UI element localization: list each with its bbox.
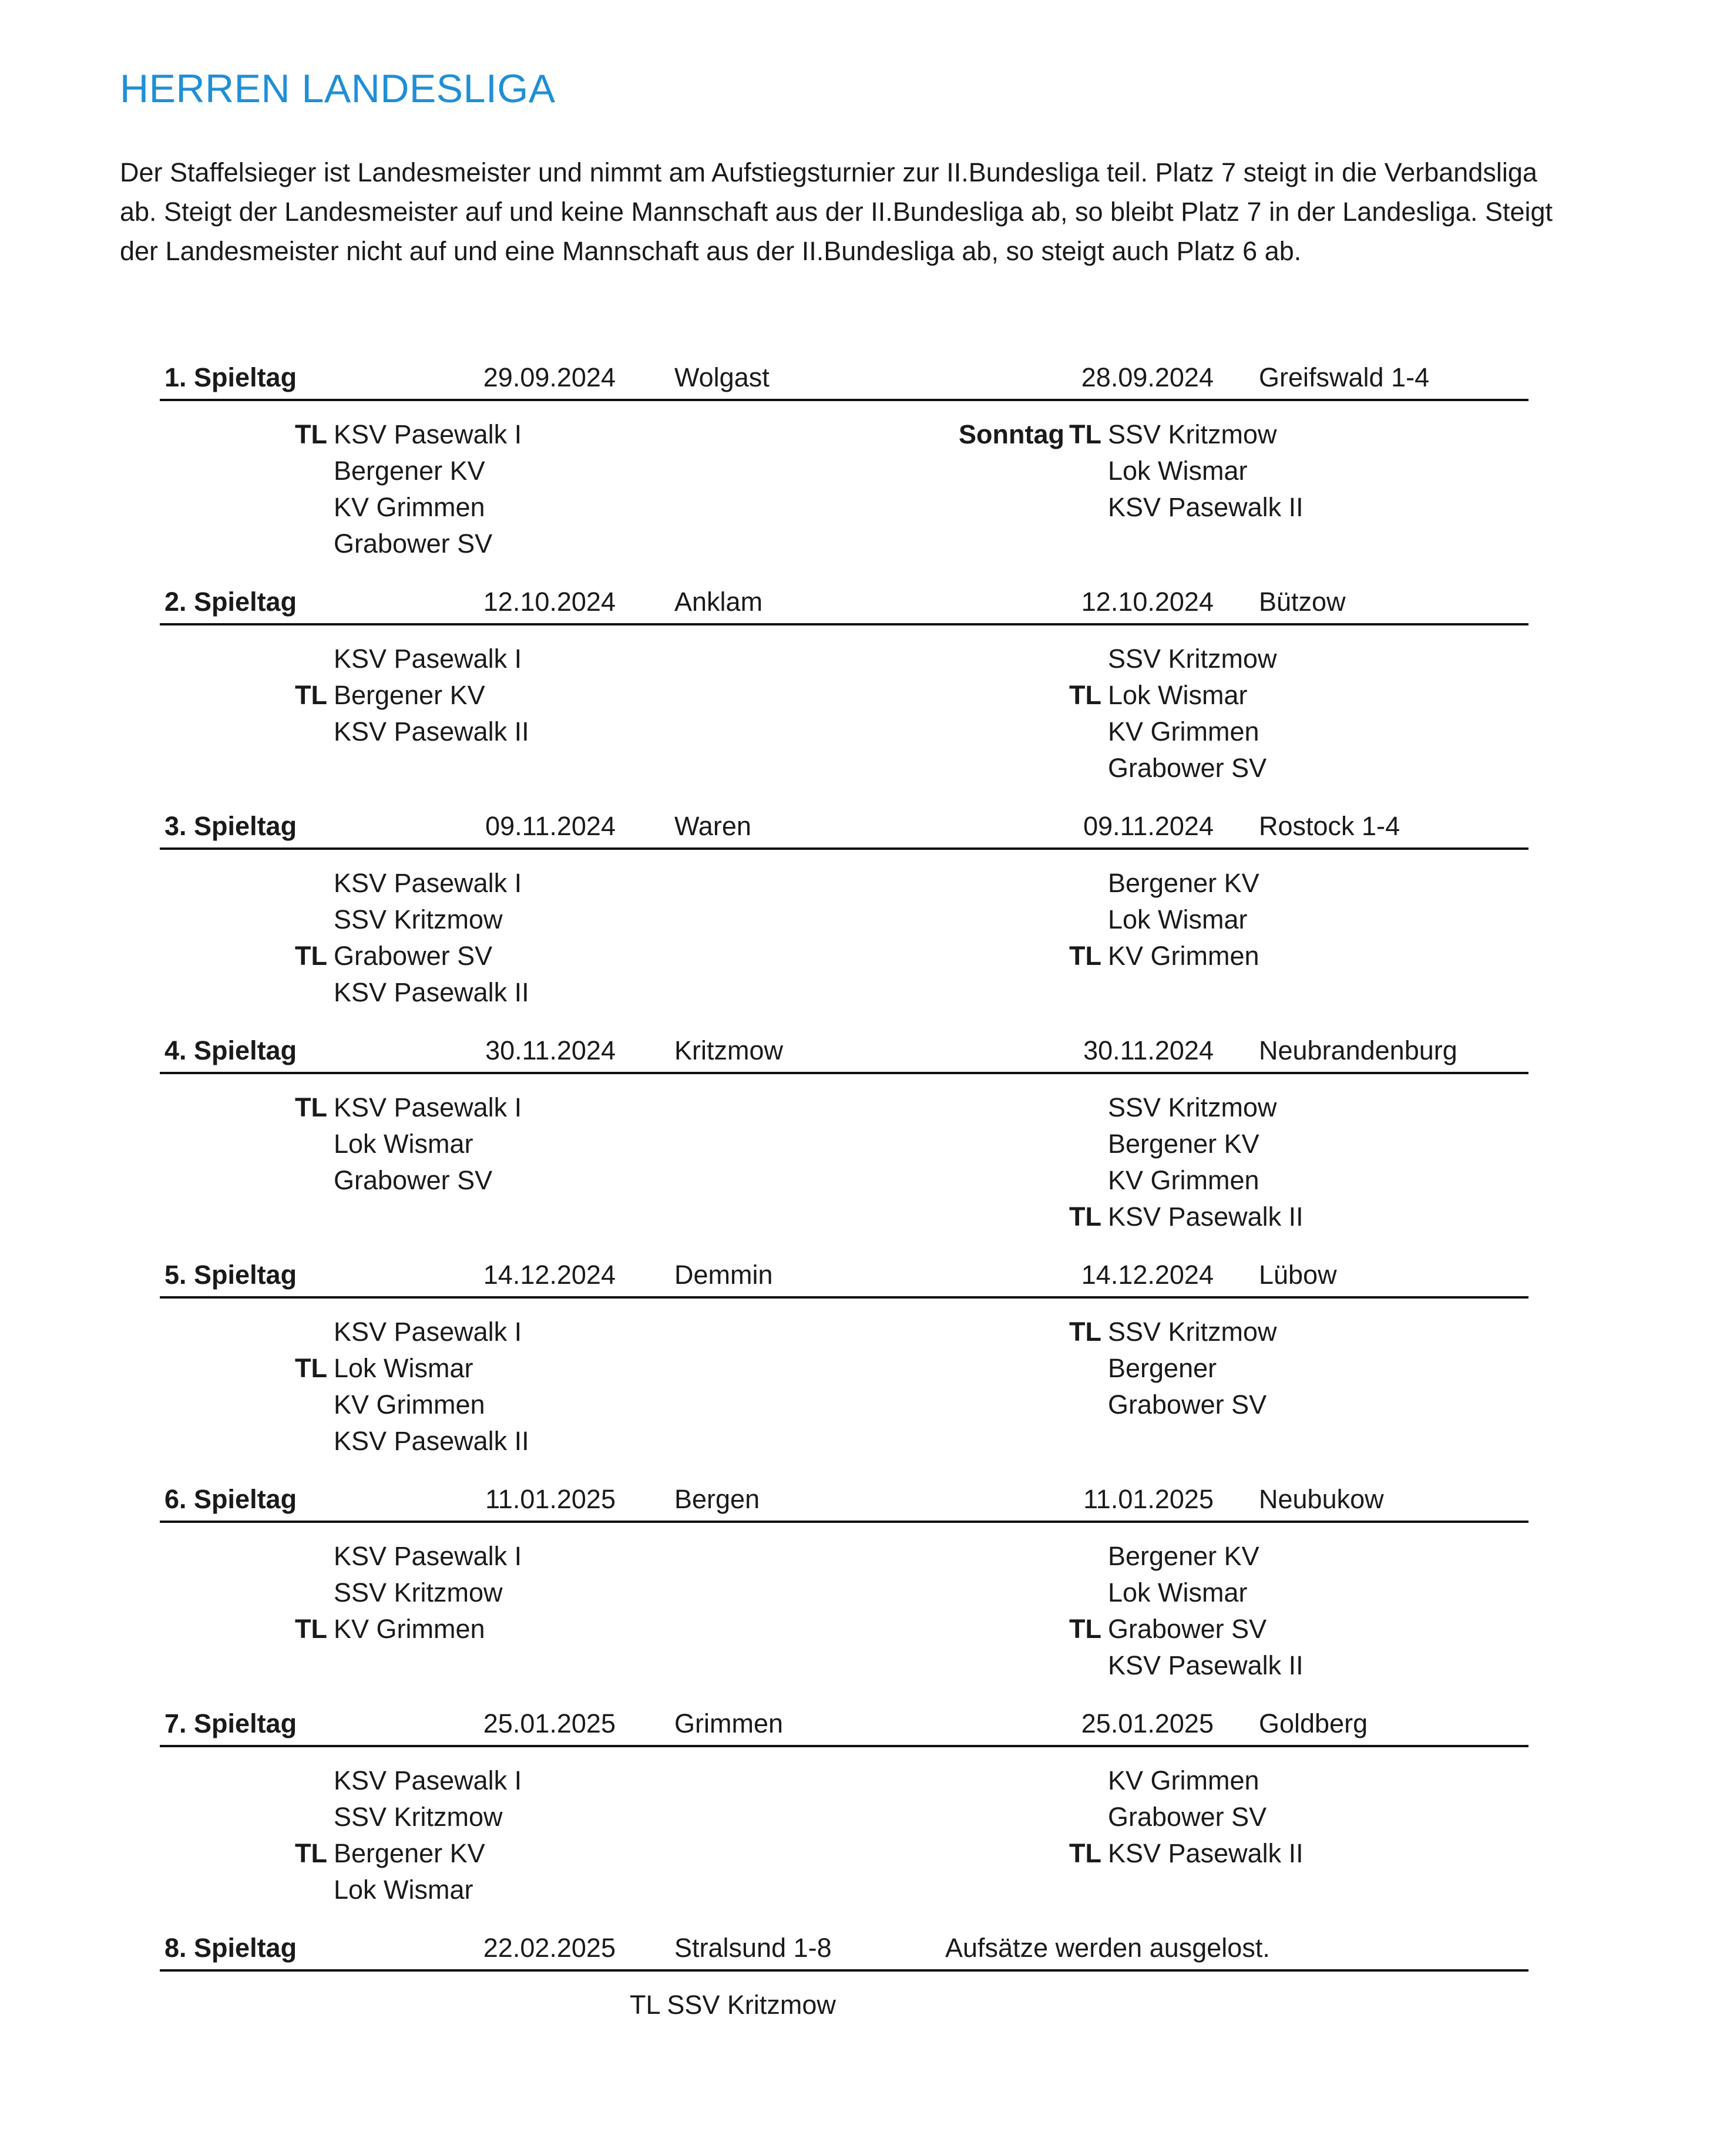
group-1 (160, 1763, 522, 1908)
group-1-location: Bergen (674, 1484, 760, 1514)
group-1-location: Waren (674, 811, 751, 841)
group-2-location: Bützow (1259, 587, 1346, 617)
team-row (160, 677, 512, 714)
tournament-host-marker: TL (295, 680, 327, 710)
group-1-date: 29.09.2024 (483, 362, 616, 392)
matchday-label: 8. Spieltag (164, 1933, 297, 1963)
matchday-header (160, 1483, 1528, 1523)
team-name: SSV Kritzmow (334, 1802, 503, 1832)
matchday-header (160, 1259, 1528, 1299)
matchday-groups (160, 1299, 1528, 1481)
team-name: SSV Kritzmow (334, 1578, 503, 1607)
team-name: KSV Pasewalk I (334, 1317, 522, 1347)
team-name: Grabower SV (334, 1165, 493, 1195)
team-row (771, 1314, 1299, 1350)
team-name: Lok Wismar (334, 1875, 473, 1905)
team-row (771, 1763, 1299, 1799)
team-row (160, 641, 522, 677)
team-name: KSV Pasewalk II (1108, 492, 1304, 522)
group-2-location: Greifswald 1-4 (1259, 362, 1430, 392)
matchday-label: 3. Spieltag (164, 811, 297, 841)
team-row (771, 750, 1299, 786)
team-row (771, 1575, 1299, 1611)
group-1-location: Anklam (674, 587, 763, 617)
weekday-note: Sonntag (959, 419, 1064, 449)
team-row (771, 416, 1299, 453)
group-2 (771, 1538, 1304, 1684)
team-row (771, 489, 1304, 526)
team-name: Lok Wismar (1108, 904, 1248, 934)
team-name: SSV Kritzmow (1108, 1092, 1277, 1122)
team-row (771, 1611, 1299, 1647)
group-2-location: Lübow (1259, 1260, 1337, 1290)
tournament-host-marker: TL (1069, 1838, 1101, 1868)
group-2-location: Neubrandenburg (1259, 1035, 1457, 1065)
matchday-groups (160, 850, 1528, 1032)
group-2-date: 25.01.2025 (1081, 1708, 1214, 1738)
team-name: Bergener KV (1108, 1129, 1259, 1159)
matchday (160, 586, 1528, 810)
team-row (771, 1126, 1299, 1162)
group-1-date: 14.12.2024 (483, 1260, 616, 1290)
team-name: Bergener KV (334, 456, 485, 486)
team-row (160, 1423, 529, 1459)
tournament-host-marker: TL (1069, 941, 1101, 971)
tournament-host-marker: TL (295, 1353, 327, 1383)
team-name: Lok Wismar (1108, 456, 1248, 486)
team-name: SSV Kritzmow (1108, 644, 1277, 674)
tournament-host-marker: TL (295, 419, 327, 449)
team-name: Grabower SV (334, 941, 493, 971)
team-name: SSV Kritzmow (1108, 419, 1277, 449)
group-2 (771, 416, 1304, 526)
team-row (160, 1314, 522, 1350)
matchday-header (160, 1932, 1528, 1972)
team-row (160, 865, 522, 902)
team-row (160, 453, 512, 489)
tournament-host-marker: TL (295, 941, 327, 971)
group-2 (771, 641, 1299, 786)
team-row (160, 714, 529, 750)
team-row (160, 902, 512, 938)
matchday (160, 1259, 1528, 1483)
group-2-location: Neubukow (1259, 1484, 1384, 1514)
team-name: KV Grimmen (1108, 717, 1259, 746)
team-row (771, 1647, 1304, 1684)
group-1-location: Stralsund 1-8 (674, 1933, 832, 1963)
team-name: KV Grimmen (1108, 1765, 1259, 1795)
group-1 (160, 1089, 522, 1199)
team-row (160, 489, 512, 526)
team-name: Grabower SV (1108, 1614, 1267, 1644)
tournament-host-marker: TL (295, 1092, 327, 1122)
team-name: KSV Pasewalk II (1108, 1650, 1304, 1680)
team-name: KSV Pasewalk II (1108, 1202, 1304, 1232)
team-name: KV Grimmen (1108, 1165, 1259, 1195)
team-name: Lok Wismar (334, 1353, 473, 1383)
matchday-groups (160, 625, 1528, 808)
group-1-date: 30.11.2024 (485, 1035, 616, 1065)
team-row (771, 1835, 1304, 1872)
team-name: Bergener KV (1108, 1541, 1259, 1571)
team-name: KSV Pasewalk I (334, 1765, 522, 1795)
team-name: Lok Wismar (1108, 1578, 1248, 1607)
team-row (160, 1350, 512, 1387)
matchday (160, 1932, 1528, 2156)
group-1 (160, 641, 529, 750)
group-2 (771, 1089, 1304, 1235)
team-name: KV Grimmen (334, 492, 485, 522)
team-row (771, 453, 1299, 489)
group-2-date: 12.10.2024 (1081, 587, 1214, 617)
team-row (771, 714, 1299, 750)
matchday (160, 1707, 1528, 1932)
schedule (160, 361, 1528, 2156)
matchday-groups (160, 1523, 1528, 1705)
team-row (771, 1199, 1304, 1235)
team-name: KSV Pasewalk I (334, 1541, 522, 1571)
group-1-location: Wolgast (674, 362, 770, 392)
matchday-groups (160, 1074, 1528, 1256)
matchday-header (160, 361, 1528, 401)
team-name: Grabower SV (334, 529, 493, 559)
team-name: Bergener KV (334, 1838, 485, 1868)
team-name: KV Grimmen (1108, 941, 1259, 971)
group-1-date: 11.01.2025 (485, 1484, 616, 1514)
team-row (160, 1763, 522, 1799)
matchday-header (160, 1707, 1528, 1747)
tournament-host-marker: TL (1069, 1614, 1101, 1644)
matchday-label: 5. Spieltag (164, 1260, 297, 1290)
matchday-label: 2. Spieltag (164, 587, 297, 617)
group-1 (160, 1538, 522, 1647)
matchday-label: 6. Spieltag (164, 1484, 297, 1514)
group-2-date: 09.11.2024 (1083, 811, 1214, 841)
team-row (771, 1350, 1299, 1387)
tournament-host-marker: TL (1069, 419, 1101, 449)
group-2-date: 28.09.2024 (1081, 362, 1214, 392)
team-name: KV Grimmen (334, 1390, 485, 1420)
team-name: KV Grimmen (334, 1614, 485, 1644)
tournament-host-marker: TL (1069, 680, 1101, 710)
team-name: Lok Wismar (1108, 680, 1248, 710)
tournament-host-marker: TL (1069, 1202, 1101, 1232)
team-name: KSV Pasewalk I (334, 868, 522, 898)
group-2-location: Goldberg (1259, 1708, 1368, 1738)
group-1-location: Demmin (674, 1260, 773, 1290)
group-2 (771, 865, 1299, 974)
group-1-location: Grimmen (674, 1708, 784, 1738)
team-name: Bergener KV (1108, 868, 1259, 898)
group-1-date: 25.01.2025 (483, 1708, 616, 1738)
team-row (160, 1089, 522, 1126)
group-1-date: 09.11.2024 (485, 811, 616, 841)
tournament-host-marker: TL (295, 1614, 327, 1644)
team-row (160, 938, 512, 974)
tournament-host-marker: TL (1069, 1317, 1101, 1347)
group-1-date: 22.02.2025 (483, 1933, 616, 1963)
team-name: Bergener KV (334, 680, 485, 710)
team-row (771, 1162, 1299, 1199)
team-name: KSV Pasewalk I (334, 1092, 522, 1122)
group-1 (160, 865, 529, 1011)
team-row (160, 1799, 512, 1835)
team-name: Grabower SV (1108, 753, 1267, 783)
team-row (771, 1799, 1299, 1835)
group-1 (160, 1314, 529, 1459)
group-2-location: Rostock 1-4 (1259, 811, 1400, 841)
team-name: KSV Pasewalk II (334, 717, 529, 746)
matchday-label: 7. Spieltag (164, 1708, 297, 1738)
team-row (771, 865, 1299, 902)
group-1 (160, 416, 522, 562)
team-name: KSV Pasewalk II (1108, 1838, 1304, 1868)
matchday (160, 361, 1528, 586)
group-2-date: 14.12.2024 (1081, 1260, 1214, 1290)
matchday-groups (160, 401, 1528, 583)
team-row (160, 1611, 512, 1647)
team-name: Lok Wismar (334, 1129, 473, 1159)
team-row (160, 1126, 512, 1162)
group-2 (771, 1763, 1304, 1872)
team-name: SSV Kritzmow (334, 904, 503, 934)
team-name: KSV Pasewalk II (334, 977, 529, 1007)
group-1-date: 12.10.2024 (483, 587, 616, 617)
team-name: KSV Pasewalk I (334, 644, 522, 674)
matchday (160, 1483, 1528, 1707)
tournament-host-marker: TL (295, 1838, 327, 1868)
team-name: Grabower SV (1108, 1390, 1267, 1420)
matchday-header (160, 1034, 1528, 1074)
team-row (160, 1872, 512, 1908)
matchday-label: 4. Spieltag (164, 1035, 297, 1065)
team-row (771, 1387, 1299, 1423)
matchday-groups (160, 1972, 1528, 2154)
matchday-note: Aufsätze werden ausgelost. (945, 1933, 1270, 1963)
final-host: TL SSV Kritzmow (630, 1990, 836, 2020)
team-name: KSV Pasewalk I (334, 419, 522, 449)
team-row (160, 1162, 512, 1199)
team-row (771, 902, 1299, 938)
team-row (771, 641, 1299, 677)
intro-paragraph: Der Staffelsieger ist Landesmeister und nimmt am Aufstiegsturnier zur II.Bundesliga teil. Platz 7 steigt in die Verbandsliga ab. Steigt der Landesmeister auf und keine Mannschaft aus der II.Bundesliga ab, so bleibt Platz 7 in der Landesliga. Steigt der Landesmeister nicht auf und eine Mannschaft aus der II.Bundesliga ab, so steigt auch Platz 6 ab. (120, 157, 1553, 266)
team-row (771, 1089, 1299, 1126)
group-2 (771, 1314, 1299, 1423)
matchday (160, 810, 1528, 1034)
matchday-groups (160, 1747, 1528, 1929)
team-row (771, 1538, 1299, 1575)
team-row (771, 938, 1299, 974)
team-row (160, 1387, 512, 1423)
matchday-label: 1. Spieltag (164, 362, 297, 392)
page-title: HERREN LANDESLIGA (120, 66, 556, 111)
team-row (160, 1835, 512, 1872)
team-row (160, 1538, 522, 1575)
matchday-header (160, 586, 1528, 625)
group-2-date: 30.11.2024 (1083, 1035, 1214, 1065)
team-name: SSV Kritzmow (1108, 1317, 1277, 1347)
team-row (160, 416, 522, 453)
team-row (160, 974, 529, 1011)
team-name: KSV Pasewalk II (334, 1426, 529, 1456)
team-row (771, 677, 1299, 714)
matchday-header (160, 810, 1528, 850)
team-row (160, 1575, 512, 1611)
team-name: Grabower SV (1108, 1802, 1267, 1832)
group-2-date: 11.01.2025 (1083, 1484, 1214, 1514)
team-name: Bergener (1108, 1353, 1217, 1383)
group-1-location: Kritzmow (674, 1035, 784, 1065)
matchday (160, 1034, 1528, 1259)
team-row (160, 526, 512, 562)
